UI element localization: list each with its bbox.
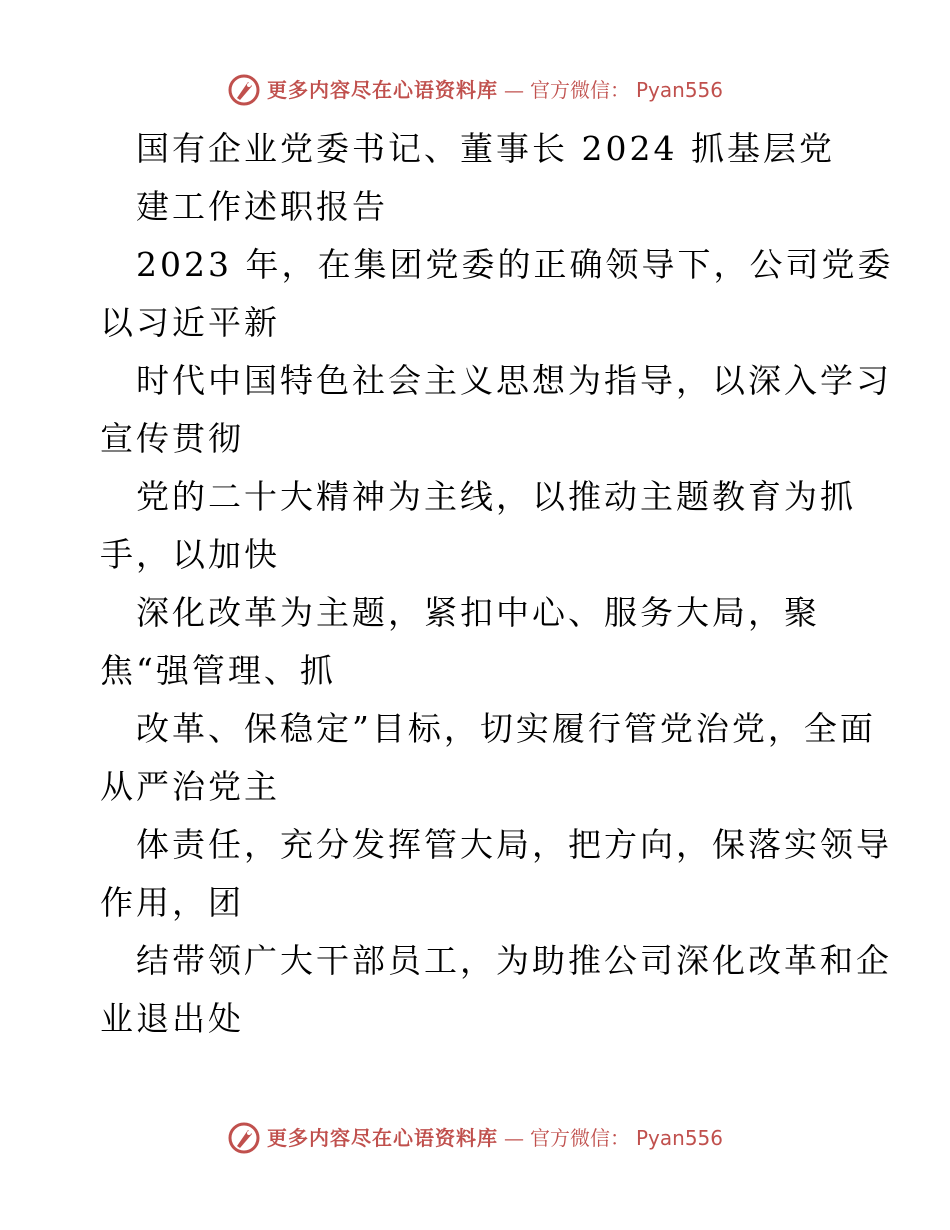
text-line: 业退出处 bbox=[100, 999, 244, 1038]
banner-text: 更多内容尽在心语资料库 bbox=[266, 78, 498, 102]
text-line: 国有企业党委书记、董事长 2024 抓基层党 bbox=[136, 129, 835, 168]
text-line: 以习近平新 bbox=[100, 303, 280, 342]
text-line: 建工作述职报告 bbox=[136, 187, 388, 226]
text-line: 焦“强管理、抓 bbox=[100, 651, 336, 690]
text-line: 改革、保稳定”目标，切实履行管党治党，全面 bbox=[136, 709, 876, 748]
document-body bbox=[100, 120, 894, 1048]
text-line: 深化改革为主题，紧扣中心、服务大局，聚 bbox=[136, 593, 820, 632]
text-line: 体责任，充分发挥管大局，把方向，保落实领导 bbox=[136, 825, 892, 864]
footer-banner bbox=[0, 1118, 950, 1158]
banner-contact-label: 官方微信： bbox=[529, 78, 630, 102]
text-line: 作用，团 bbox=[100, 883, 244, 922]
header-banner bbox=[0, 70, 950, 110]
banner-contact-label: 官方微信： bbox=[529, 1126, 630, 1150]
text-line: 宣传贯彻 bbox=[100, 419, 244, 458]
banner-separator: — bbox=[503, 1126, 524, 1150]
text-line: 2023 年，在集团党委的正确领导下，公司党委 bbox=[136, 245, 894, 284]
banner-separator: — bbox=[503, 78, 524, 102]
text-line: 党的二十大精神为主线，以推动主题教育为抓 bbox=[136, 477, 856, 516]
banner-contact-id: Pyan556 bbox=[635, 78, 723, 102]
text-line: 从严治党主 bbox=[100, 767, 280, 806]
banner-contact-id: Pyan556 bbox=[635, 1126, 723, 1150]
text-line: 手，以加快 bbox=[100, 535, 280, 574]
text-line: 结带领广大干部员工，为助推公司深化改革和企 bbox=[136, 941, 892, 980]
text-line: 时代中国特色社会主义思想为指导，以深入学习 bbox=[136, 361, 892, 400]
banner-text: 更多内容尽在心语资料库 bbox=[266, 1126, 498, 1150]
pen-nib-circle-icon bbox=[227, 1121, 261, 1155]
pen-nib-circle-icon bbox=[227, 73, 261, 107]
